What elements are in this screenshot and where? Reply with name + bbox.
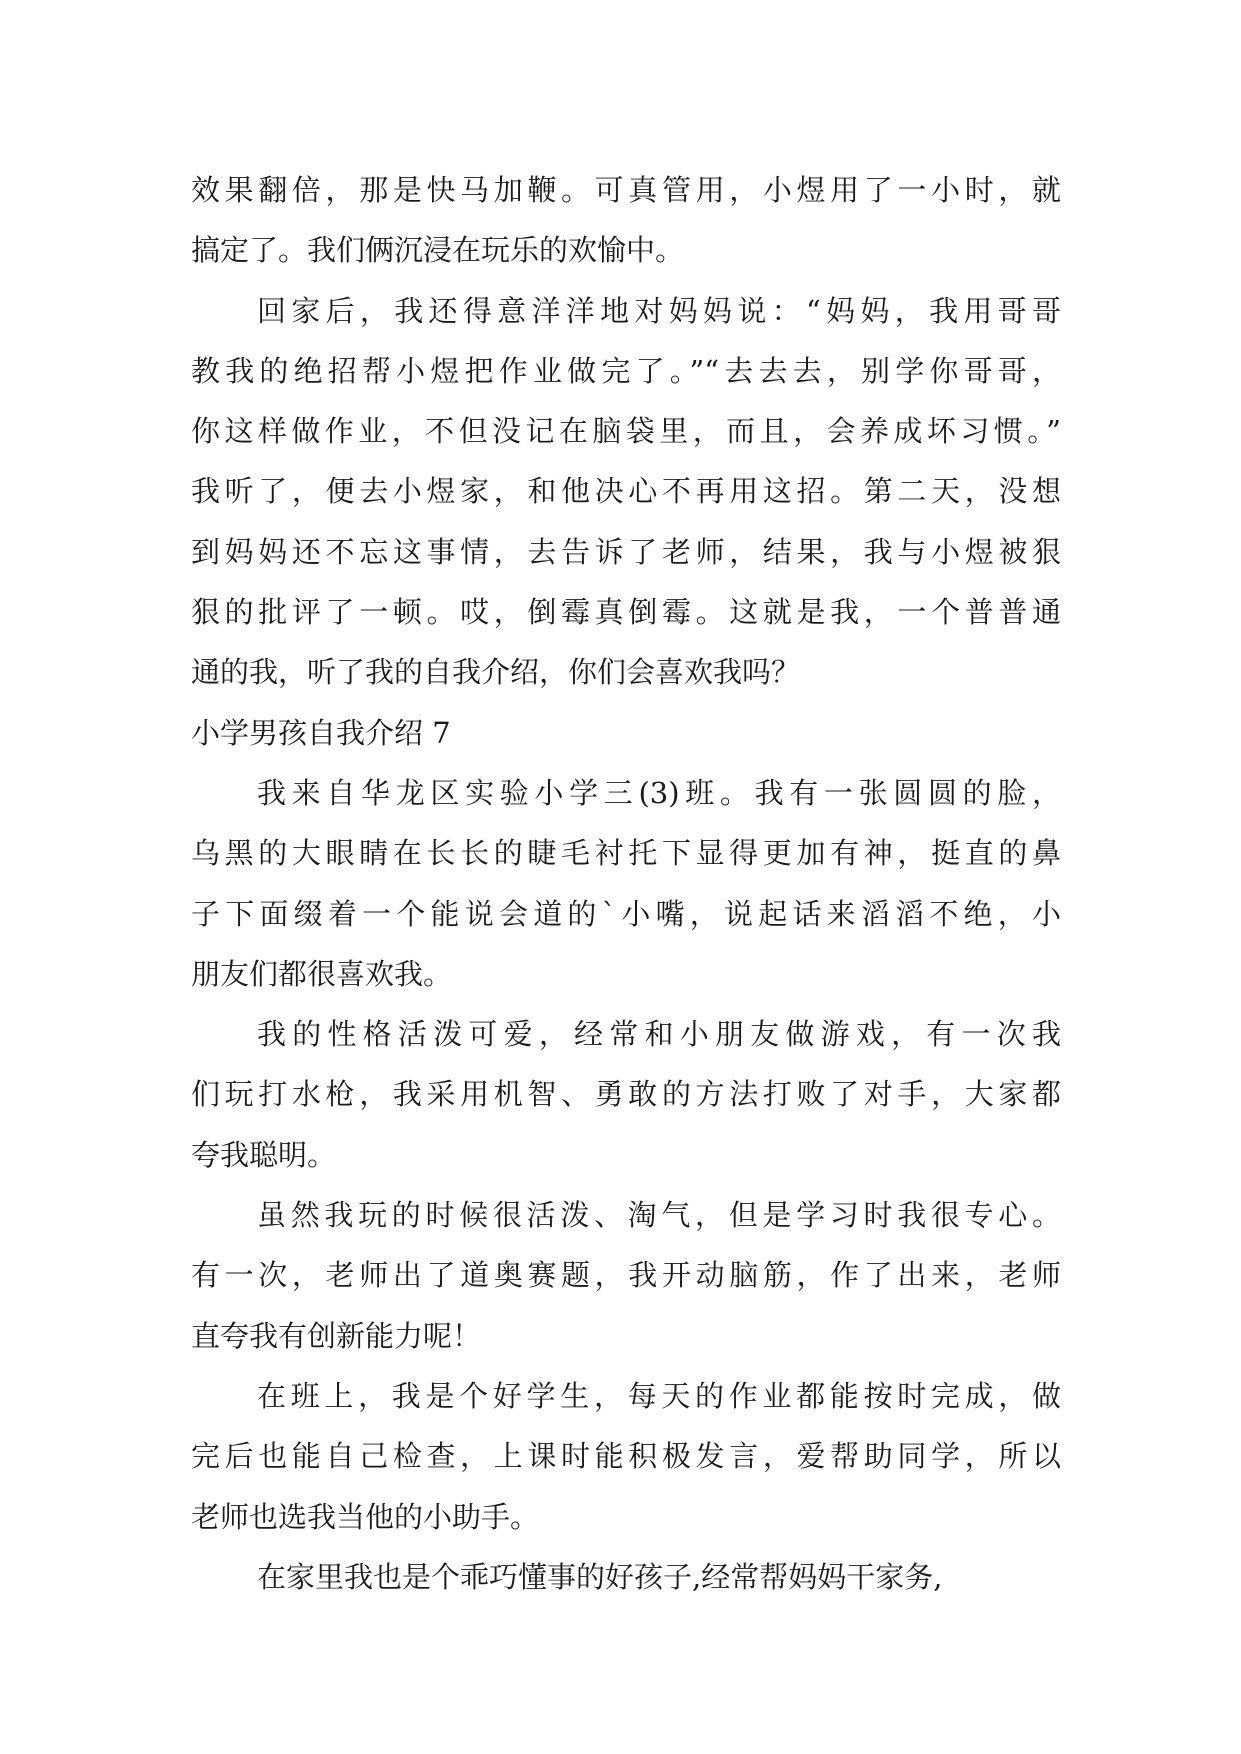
text-line: 乌黑的大眼睛在长长的睫毛衬托下显得更加有神，挺直的鼻	[191, 836, 1061, 871]
paragraph	[191, 1185, 1061, 1366]
text-line: 我来自华龙区实验小学三(3)班。我有一张圆圆的脸，	[257, 775, 1061, 810]
text-line: 到妈妈还不忘这事情，去告诉了老师，结果，我与小煜被狠	[191, 534, 1061, 569]
paragraph	[191, 281, 1061, 703]
text-line: 朋友们都很喜欢我。	[191, 956, 453, 991]
paragraph	[191, 160, 1061, 281]
section-heading	[191, 703, 1061, 763]
paragraph	[191, 1547, 1061, 1607]
text-line: 在家里我也是个乖巧懂事的好孩子,经常帮妈妈干家务,	[257, 1559, 943, 1594]
text-line: 教我的绝招帮小煜把作业做完了。”“去去去，别学你哥哥，	[191, 353, 1061, 388]
text-line: 效果翻倍，那是快马加鞭。可真管用，小煜用了一小时，就	[191, 173, 1061, 207]
heading-line: 小学男孩自我介绍 7	[191, 715, 451, 750]
text-line: 你这样做作业，不但没记在脑袋里，而且，会养成坏习惯。”	[191, 414, 1061, 449]
text-line: 虽然我玩的时候很活泼、淘气，但是学习时我很专心。	[257, 1198, 1061, 1233]
text-line: 搞定了。我们俩沉浸在玩乐的欢愉中。	[191, 233, 685, 268]
document-body	[191, 160, 1061, 1607]
text-line: 我听了，便去小煜家，和他决心不再用这招。第二天，没想	[191, 474, 1061, 509]
text-line: 老师也选我当他的小助手。	[191, 1499, 540, 1534]
paragraph	[191, 1366, 1061, 1547]
paragraph	[191, 763, 1061, 1004]
text-line: 夸我聪明。	[191, 1137, 337, 1172]
text-line: 我的性格活泼可爱，经常和小朋友做游戏，有一次我	[257, 1017, 1061, 1052]
paragraph	[191, 1004, 1061, 1185]
text-line: 在班上，我是个好学生，每天的作业都能按时完成，做	[257, 1378, 1061, 1413]
text-line: 狠的批评了一顿。哎，倒霉真倒霉。这就是我，一个普普通	[191, 595, 1061, 630]
text-line: 们玩打水枪，我采用机智、勇敢的方法打败了对手，大家都	[191, 1077, 1061, 1112]
text-line: 子下面缀着一个能说会道的`小嘴，说起话来滔滔不绝，小	[191, 896, 1061, 931]
text-line: 有一次，老师出了道奥赛题，我开动脑筋，作了出来，老师	[191, 1258, 1061, 1293]
text-line: 通的我，听了我的自我介绍，你们会喜欢我吗？	[191, 655, 801, 690]
text-line: 直夸我有创新能力呢！	[191, 1318, 482, 1353]
text-line: 回家后，我还得意洋洋地对妈妈说：“妈妈，我用哥哥	[257, 293, 1061, 328]
text-line: 完后也能自己检查，上课时能积极发言，爱帮助同学，所以	[191, 1439, 1061, 1474]
